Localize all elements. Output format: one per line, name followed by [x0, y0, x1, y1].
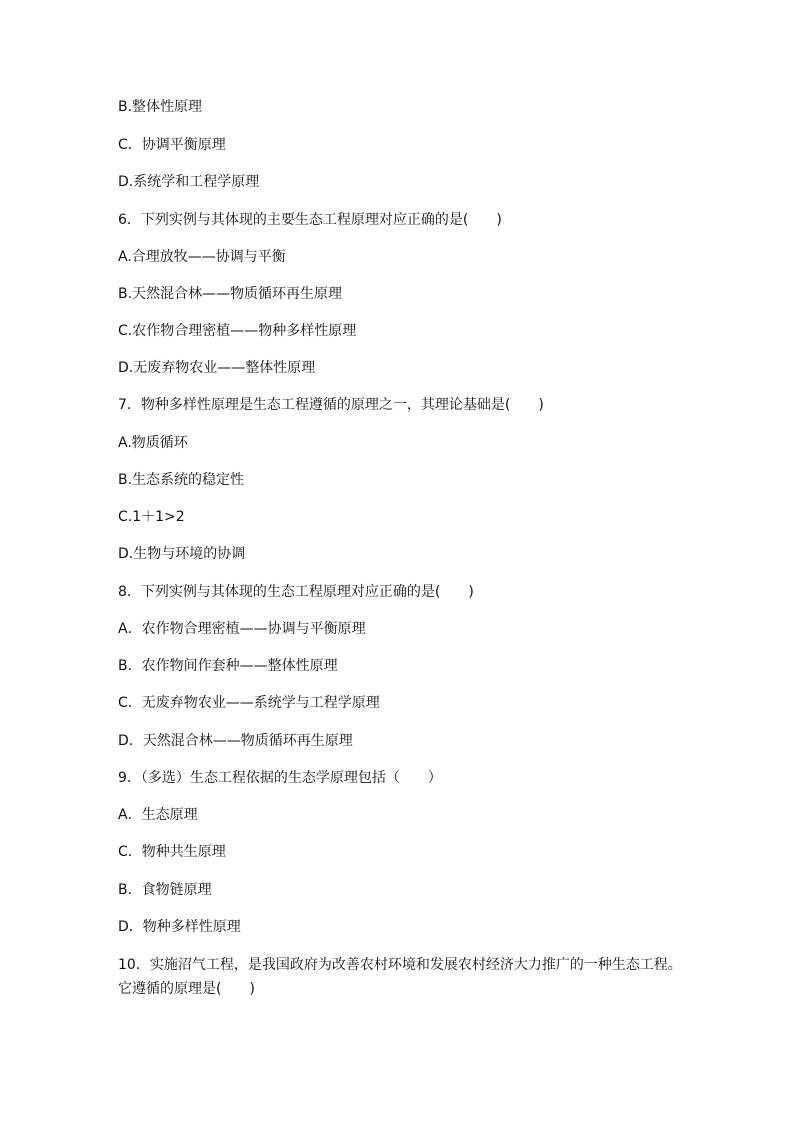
option-d-q9: D．物种多样性原理: [118, 919, 241, 935]
question-10: 10．实施沼气工程，是我国政府为改善农村环境和发展农村经济大力推广的一种生态工程。它遵循的原理是( ): [118, 957, 682, 997]
question-6: 6．下列实例与其体现的主要生态工程原理对应正确的是( ): [118, 212, 502, 228]
option-a-q9: A．生态原理: [118, 807, 198, 823]
option-a-q6: A.合理放牧——协调与平衡: [118, 249, 286, 265]
option-d-q8: D．天然混合林——物质循环再生原理: [118, 733, 353, 749]
question-7: 7．物种多样性原理是生态工程遵循的原理之一，其理论基础是( ): [118, 397, 544, 413]
option-b-q7: B.生态系统的稳定性: [118, 472, 245, 488]
option-d-q7: D.生物与环境的协调: [118, 546, 246, 562]
option-c-q7: C.1＋1>2: [118, 509, 185, 525]
option-d-q5: D.系统学和工程学原理: [118, 174, 260, 190]
question-9: 9．（多选）生态工程依据的生态学原理包括（ ）: [118, 770, 442, 786]
option-b-q8: B．农作物间作套种——整体性原理: [118, 658, 338, 674]
option-c-q5: C．协调平衡原理: [118, 137, 226, 153]
option-d-q6: D.无废弃物农业——整体性原理: [118, 360, 316, 376]
option-c-q6: C.农作物合理密植——物种多样性原理: [118, 323, 357, 339]
option-a-q7: A.物质循环: [118, 435, 188, 451]
option-b-q6: B.天然混合林——物质循环再生原理: [118, 286, 343, 302]
option-a-q8: A．农作物合理密植——协调与平衡原理: [118, 621, 366, 637]
question-8: 8．下列实例与其体现的生态工程原理对应正确的是( ): [118, 584, 474, 600]
option-c-q8: C．无废弃物农业——系统学与工程学原理: [118, 695, 380, 711]
option-b-q5: B.整体性原理: [118, 99, 203, 115]
option-b-q9: B．食物链原理: [118, 882, 212, 898]
option-c-q9: C．物种共生原理: [118, 844, 226, 860]
